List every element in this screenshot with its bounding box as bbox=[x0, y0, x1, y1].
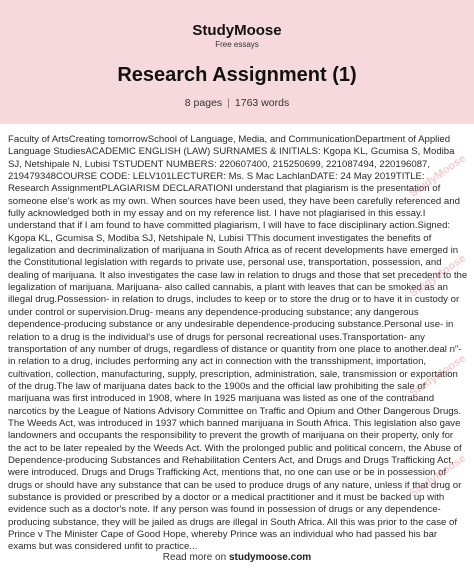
footer-link[interactable]: studymoose.com bbox=[228, 552, 312, 563]
page-count: 8 pages bbox=[184, 97, 223, 109]
header-banner bbox=[0, 0, 474, 124]
word-count: 1763 words bbox=[234, 97, 290, 109]
essay-body: Faculty of ArtsCreating tomorrowSchool of Language, Media, and CommunicationDepartment of Applied Language StudiesACADEMIC ENGLISH (LAW) SURNAMES & INITIALS: Kgopa KL, Gcumisa S, Modiba SJ, Netshipale N, Lubisi TSTUDENT NUMBERS: 220607400, 215250699, 221087494, 220196087, 219479348COURSE CODE: LELV101LECTURER: Ms. S Mac LachlanDATE: 24 May 2019TITLE: Research AssignmentPLAGIARISM DECLARATIONI understand that plagiarism is the presentation of someone else's work as my own. When sources have been used, they have been carefully referenced and fully acknowledged both in my essay and on my reference list. I have not plagiarised in this essay.I understand that if I am found to have committed plagiarism, I will have to face disciplinary action.Signed: Kgopa KL, Gcumisa S, Modiba SJ, Netshipale N, Lubisi TThis document investigates the benefits of legalization and decriminalization of marijuana in South Africa as of recent developments have emerged in the Constitutional legislation with regards to private use, personal use, transportation, possession, and dealing of marijuana. It also investigates the case law in relation to drugs and those that set precedent to the legalization of marijuana. Marijuana- also called cannabis, a plant with leaves that can be smoked as an illegal drug.Possession- in relation to drugs, includes to keep or to store the drug or to have it in custody or under control or supervision.Drug- means any dependence-producing substance; any dangerous dependence-producing substance or any undesirable dependence-producing substance.Personal use- in relation to a drug is the individual's use of drugs for personal recreational uses.Transportation- any transportation of any number of drugs, regardless of distance or quantity from one place to another.deal n"- in relation to a drug, includes performing any act in connection with the transshipment, importation, cultivation, collection, manufacturing, supply, prescription, administration, sale, transmission or exportation of the drug.The law of marijuana dates back to the 1900s and the official law prohibiting the sale of marijuana was first introduced in 1908, where In 1925 marijuana was listed as one of the contraband narcotics by the League of Nations Advisory Committee on Traffic and Opium and Other Dangerous Drugs. The Weeds Act, was introduced in 1937 which banned marijuana in South Africa. This legislation also gave landowners and occupants the responsibility to prevent the growth of marijuana on their property, only for the act to be later repealed by the Weeds Act. With the prolonged public and political concern, the Abuse of Dependence-producing Substances and Rehabilitation Centers Act, and Drugs and Drugs Trafficking Act, were introduced. Drugs and Drugs Trafficking Act, mentions that, no one can use or be in possession of drugs or should have any substance that can be used to produce drugs of any nature, unless if that drug or substance is provided or prescribed by a doctor or a medical practitioner and it must be backed up with evidence such as a doctor's note. If any person was found in possession of drugs or any dependence-producing substance, they will be jailed as drugs are illegal in South Africa. All this was prior to the case of Prince v The Minister Cape of Good Hope, whereby Prince was an individual who had passed his bar exams but was considered unfit to practice... bbox=[8, 134, 468, 553]
watermark-mark: StudyMoose bbox=[407, 252, 468, 300]
watermark-mark: StudyMoose bbox=[407, 352, 468, 400]
meta-separator: | bbox=[227, 97, 230, 109]
footer bbox=[0, 552, 474, 563]
footer-prefix: Read more on bbox=[162, 552, 229, 563]
watermark-mark: StudyMoose bbox=[407, 452, 468, 500]
document-meta bbox=[0, 97, 474, 109]
site-tagline: Free essays bbox=[215, 40, 259, 49]
document-title: Research Assignment (1) bbox=[117, 64, 357, 86]
watermark-mark: StudyMoose bbox=[407, 152, 468, 200]
site-logo[interactable]: StudyMoose bbox=[192, 22, 282, 39]
